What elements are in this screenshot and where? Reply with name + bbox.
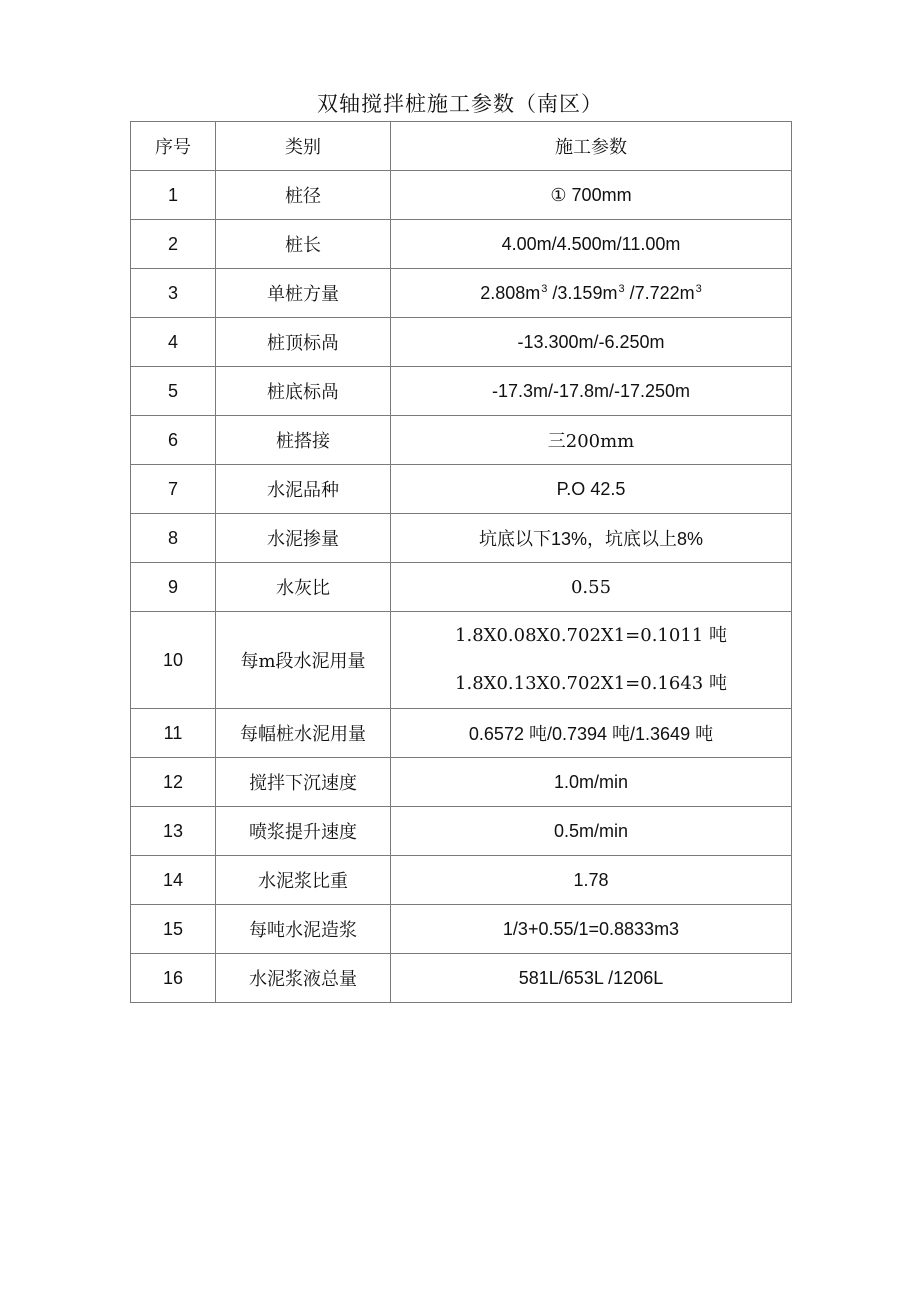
- row-value: [391, 269, 792, 318]
- table-row: [131, 269, 792, 318]
- row-category: 水灰比: [216, 563, 391, 612]
- row-value: 4.00m/4.500m/11.00m: [391, 220, 792, 269]
- row-number: 7: [131, 465, 216, 514]
- row-number: 1: [131, 171, 216, 220]
- value-part: /7.722m: [624, 282, 695, 303]
- row-number: 6: [131, 416, 216, 465]
- row-category: 桩径: [216, 171, 391, 220]
- superscript: 3: [618, 282, 625, 295]
- row-category: 桩长: [216, 220, 391, 269]
- row-number: 13: [131, 807, 216, 856]
- row-number: 5: [131, 367, 216, 416]
- table-row: [131, 220, 792, 269]
- row-category: 桩底标咼: [216, 367, 391, 416]
- row-category: 水泥浆液总量: [216, 954, 391, 1003]
- row-category: 水泥品种: [216, 465, 391, 514]
- row-number: 11: [131, 709, 216, 758]
- value-line: 1.8X0.13X0.702X1=0.1643 吨: [455, 673, 727, 694]
- row-value: ① 700mm: [391, 171, 792, 220]
- row-value: 0.6572 吨/0.7394 吨/1.3649 吨: [391, 709, 792, 758]
- row-number: 15: [131, 905, 216, 954]
- table-row: [131, 807, 792, 856]
- value-part: 2.808m: [480, 282, 541, 303]
- table-row: [131, 709, 792, 758]
- row-category: 水泥掺量: [216, 514, 391, 563]
- table-row: [131, 465, 792, 514]
- row-number: 4: [131, 318, 216, 367]
- row-category: 桩搭接: [216, 416, 391, 465]
- row-number: 10: [131, 612, 216, 709]
- row-number: 2: [131, 220, 216, 269]
- row-value: [391, 612, 792, 709]
- row-category: 桩顶标咼: [216, 318, 391, 367]
- header-parameter: 施工参数: [391, 122, 792, 171]
- construction-parameters-table: [130, 121, 792, 1003]
- table-row: [131, 563, 792, 612]
- header-category: 类别: [216, 122, 391, 171]
- row-category: 搅拌下沉速度: [216, 758, 391, 807]
- row-number: 16: [131, 954, 216, 1003]
- row-value: P.O 42.5: [391, 465, 792, 514]
- superscript: 3: [695, 282, 702, 295]
- table-header-row: [131, 122, 792, 171]
- row-number: 12: [131, 758, 216, 807]
- row-value: 三200mm: [391, 416, 792, 465]
- row-number: 3: [131, 269, 216, 318]
- row-number: 8: [131, 514, 216, 563]
- page-title: 双轴搅拌桩施工参数（南区）: [317, 92, 603, 116]
- superscript: 3: [541, 282, 548, 295]
- row-value: 1.78: [391, 856, 792, 905]
- value-part: /3.159m: [547, 282, 618, 303]
- table-row: [131, 367, 792, 416]
- row-value: 0.5m/min: [391, 807, 792, 856]
- row-value: 581L/653L /1206L: [391, 954, 792, 1003]
- row-category: 每幅桩水泥用量: [216, 709, 391, 758]
- row-category: 每m段水泥用量: [216, 612, 391, 709]
- table-row: [131, 318, 792, 367]
- row-value: 1/3+0.55/1=0.8833m3: [391, 905, 792, 954]
- row-number: 9: [131, 563, 216, 612]
- row-value: 坑底以下13%，坑底以上8%: [391, 514, 792, 563]
- table-row: [131, 856, 792, 905]
- table-row: [131, 758, 792, 807]
- row-value: 0.55: [391, 563, 792, 612]
- table-row: [131, 514, 792, 563]
- row-value: -13.300m/-6.250m: [391, 318, 792, 367]
- table-row: [131, 905, 792, 954]
- row-number: 14: [131, 856, 216, 905]
- row-value: -17.3m/-17.8m/-17.250m: [391, 367, 792, 416]
- table-row: [131, 612, 792, 709]
- table-row: [131, 954, 792, 1003]
- row-category: 水泥浆比重: [216, 856, 391, 905]
- table-row: [131, 171, 792, 220]
- row-category: 每吨水泥造浆: [216, 905, 391, 954]
- row-category: 单桩方量: [216, 269, 391, 318]
- row-value: 1.0m/min: [391, 758, 792, 807]
- table-row: [131, 416, 792, 465]
- row-category: 喷浆提升速度: [216, 807, 391, 856]
- value-line: 1.8X0.08X0.702X1=0.1011 吨: [455, 625, 727, 646]
- header-no: 序号: [131, 122, 216, 171]
